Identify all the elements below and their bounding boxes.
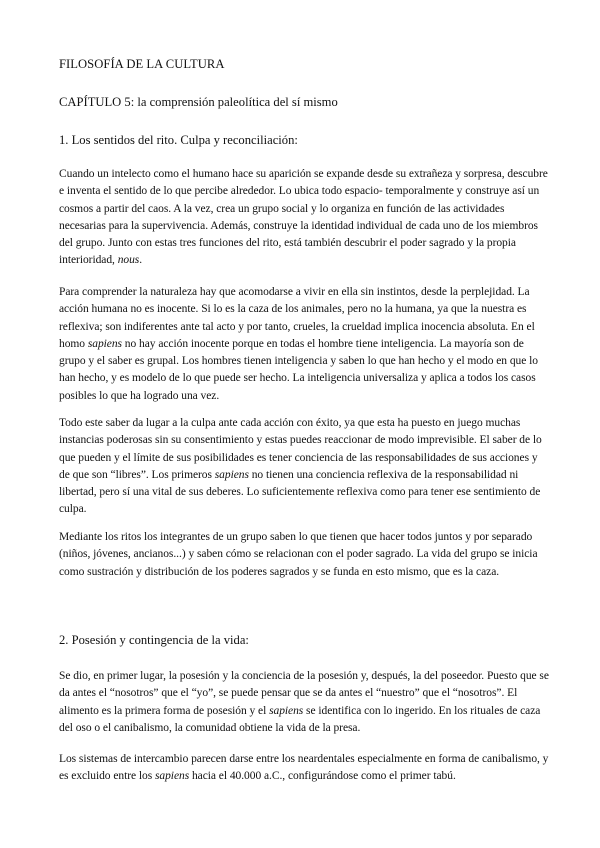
text-run: Cuando un intelecto como el humano hace su aparición se expande desde su extrañeza y sorpresa, descubre e inventa el sentido de lo que percibe alrededor. Lo ubica todo espacio- temporalmente y construye así un cosmos a partir del caos. A la vez, crea un grupo social y lo organiza en función de las actividades necesarias para la supervivencia. Además, construye la identidad individual de cada uno de los miembros del grupo. Junto con estas tres funciones del rito, está también descubrir el poder sagrado y la propia interioridad, [59,168,548,267]
text-run: no tienen una conciencia reflexiva de la responsabilidad ni libertad, pero sí una vital de sus deberes. Lo suficientemente reflexiva como para tener ese sentimiento de culpa. [59,468,541,516]
text-run: . [139,254,143,267]
text-run: hacia el 40.000 a.C., configurándose como el primer tabú. [189,770,456,783]
italic-term: nous [117,254,140,267]
text-run: Todo este saber da lugar a la culpa ante cada acción con éxito, ya que esta ha puesto en juego muchas instancias poderosas sin su consentimiento y estas puedes reaccionar de modo imprevisible. El saber de lo que pueden y el límite de sus posibilidades es tener conciencia de las responsabilidades de sus acciones y de que son “libres”. Los primeros [59,417,542,481]
paragraph [59,529,549,581]
paragraph [59,166,549,270]
text-run: se identifica con lo ingerido. En los rituales de caza del oso o el canibalismo, la comunidad obtiene la vida de la presa. [59,704,541,734]
text-run: Para comprender la naturaleza hay que acomodarse a vivir en ella sin instintos, desde la perplejidad. La acción humana no es inocente. Si lo es la caza de los animales, pero no la humana, ya que la nuestra es reflexiva; son indiferentes ante tal acto y por tanto, crueles, la crueldad implica inocencia absoluta. En el homo [59,286,535,350]
italic-term: sapiens [214,468,249,481]
italic-term: sapiens [87,337,122,350]
text-run: Mediante los ritos los integrantes de un grupo saben lo que tienen que hacer todos juntos y por separado (niños, jóvenes, ancianos...) y saben cómo se relacionan con el poder sagrado. La vida del grupo se inicia como sustración y distribución de los poderes sagrados y se funda en esto mismo, que es la caza. [59,531,538,578]
paragraph [59,751,549,786]
paragraph [59,668,549,737]
section-heading: 2. Posesión y contingencia de la vida: [59,633,249,647]
document-title: FILOSOFÍA DE LA CULTURA [59,57,225,71]
text-run: Los sistemas de intercambio parecen darse entre los neardentales especialmente en forma de canibalismo, y es excluido entre los [59,753,549,783]
paragraph [59,284,549,405]
paragraph [59,415,549,519]
text-run: no hay acción inocente porque en todas el hombre tiene inteligencia. La mayoría son de grupo y el saber es grupal. Los hombres tienen inteligencia y saben lo que han hecho y el modo en que lo han hecho, y es modelo de lo que puede ser hecho. La inteligencia universaliza y aplica a todos los casos posibles lo que ha logrado una vez. [59,337,538,402]
italic-term: sapiens [269,704,304,717]
chapter-title: CAPÍTULO 5: la comprensión paleolítica del sí mismo [59,95,338,109]
section-heading: 1. Los sentidos del rito. Culpa y reconciliación: [59,133,298,147]
text-run: Se dio, en primer lugar, la posesión y la conciencia de la posesión y, después, la del poseedor. Puesto que se da antes el “nosotros” que el “yo”, se puede pensar que se da antes el “nuestro” que el “nosotros”. El alimento es la primera forma de posesión y el [59,670,549,717]
italic-term: sapiens [154,770,190,783]
